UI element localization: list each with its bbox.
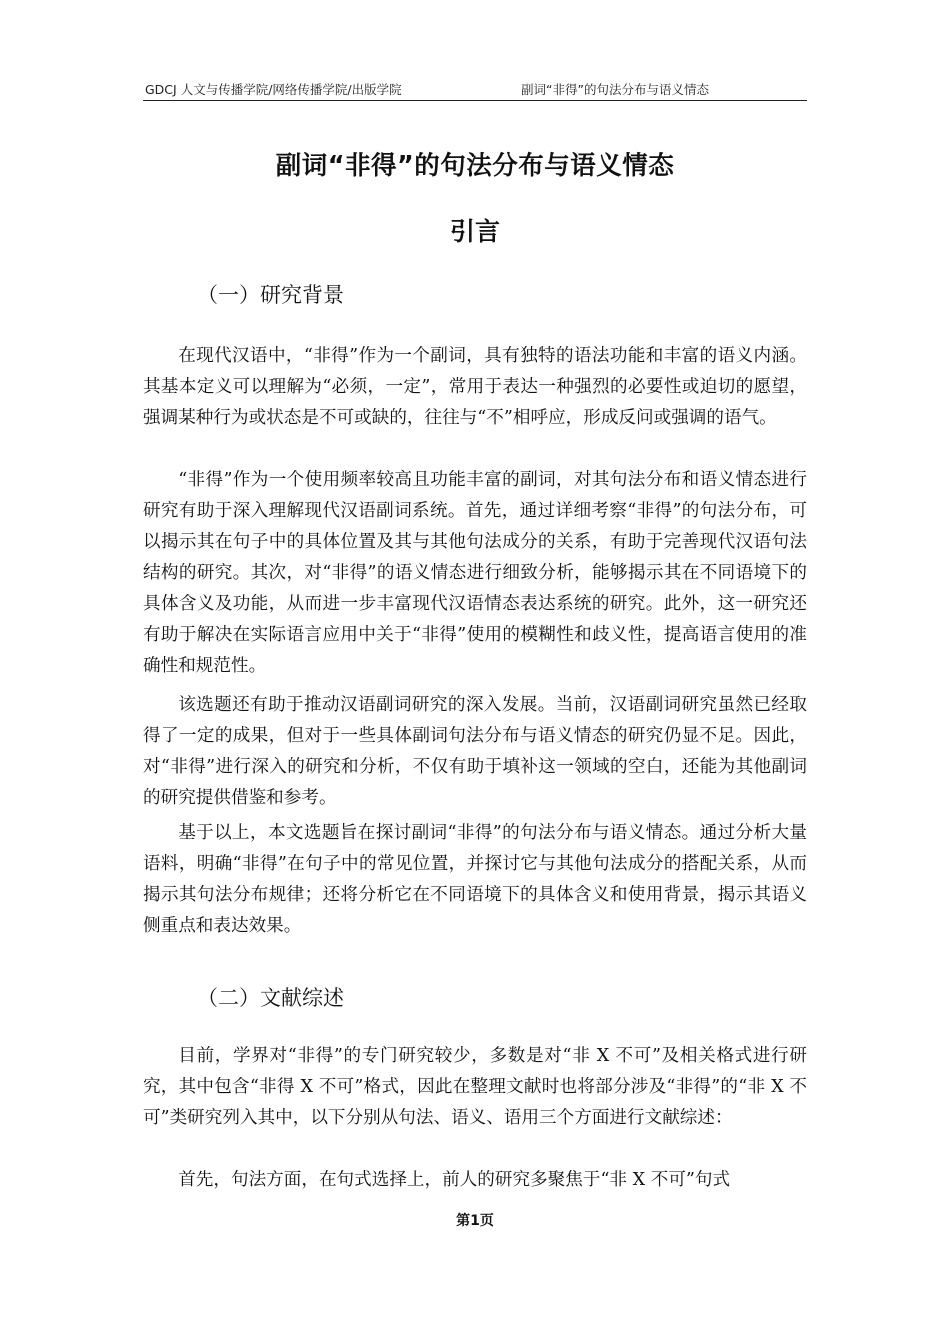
paragraph: 目前，学界对“非得”的专门研究较少，多数是对“非 X 不可”及相关格式进行研究，其中包含“非得 X 不可”格式，因此在整理文献时也将部分涉及“非得”的“非 X 不可”类研究列入其中，以下分别从句法、语义、语用三个方面进行文献综述： xyxy=(143,1046,807,1128)
section-heading-background: （一）研究背景 xyxy=(197,283,344,307)
paragraph: 基于以上，本文选题旨在探讨副词“非得”的句法分布与语义情态。通过分析大量语料，明确“非得”在句子中的常见位置，并探讨它与其他句法成分的搭配关系，从而揭示其句法分布规律；还将分析它在不同语境下的具体含义和使用背景，揭示其语义侧重点和表达效果。 xyxy=(143,823,807,936)
section-heading-literature: （二）文献综述 xyxy=(197,986,344,1010)
paragraph: 该选题还有助于推动汉语副词研究的深入发展。当前，汉语副词研究虽然已经取得了一定的成果，但对于一些具体副词句法分布与语义情态的研究仍显不足。因此，对“非得”进行深入的研究和分析，不仅有助于填补这一领域的空白，还能为其他副词的研究提供借鉴和参考。 xyxy=(143,695,807,808)
header-paper-title: 副词“非得”的句法分布与语义情态 xyxy=(521,82,709,97)
paragraph: “非得”作为一个使用频率较高且功能丰富的副词，对其句法分布和语义情态进行研究有助于深入理解现代汉语副词系统。首先，通过详细考察“非得”的句法分布，可以揭示其在句子中的具体位置及其与其他句法成分的关系，有助于完善现代汉语句法结构的研究。其次，对“非得”的语义情态进行细致分析，能够揭示其在不同语境下的具体含义及功能，从而进一步丰富现代汉语情态表达系统的研究。此外，这一研究还有助于解决在实际语言应用中关于“非得”使用的模糊性和歧义性，提高语言使用的准确性和规范性。 xyxy=(143,470,807,676)
page-number: 第1页 xyxy=(456,1213,494,1229)
header-institution: GDCJ 人文与传播学院/网络传播学院/出版学院 xyxy=(145,82,402,97)
document-title: 副词“非得”的句法分布与语义情态 xyxy=(275,151,675,181)
running-header xyxy=(143,78,807,101)
paragraph: 首先，句法方面，在句式选择上，前人的研究多聚焦于“非 X 不可”句式 xyxy=(178,1170,731,1190)
chapter-title: 引言 xyxy=(449,217,500,246)
paragraph: 在现代汉语中，“非得”作为一个副词，具有独特的语法功能和丰富的语义内涵。其基本定义可以理解为“必须，一定”，常用于表达一种强烈的必要性或迫切的愿望，强调某种行为或状态是不可或缺的，往往与“不”相呼应，形成反问或强调的语气。 xyxy=(143,346,807,428)
